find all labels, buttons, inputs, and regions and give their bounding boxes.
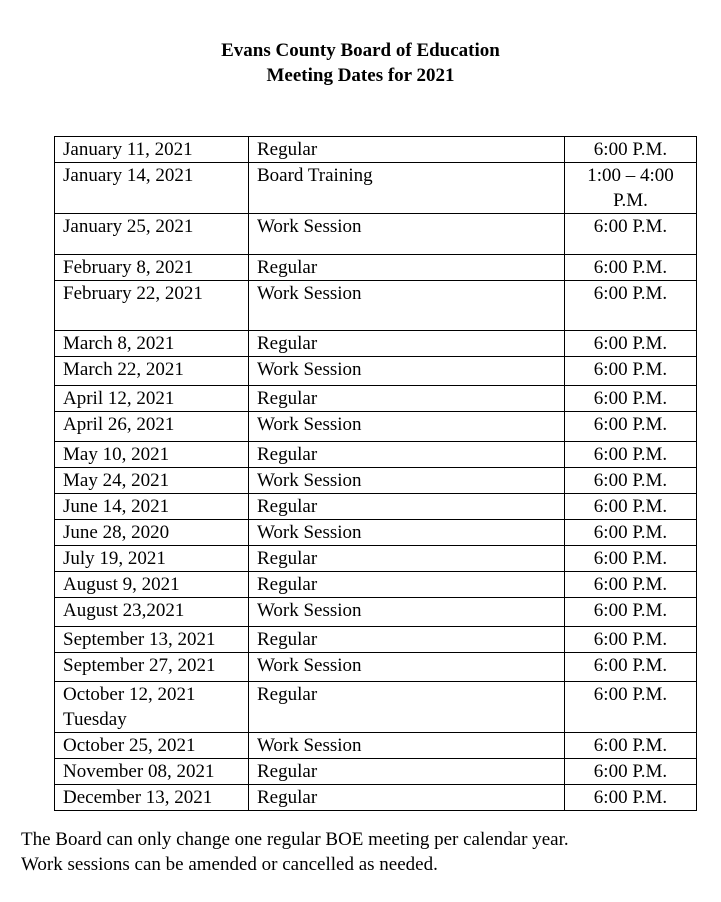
meeting-time: 6:00 P.M. — [565, 214, 697, 255]
table-row — [55, 163, 697, 214]
meeting-type: Regular — [249, 386, 565, 412]
meeting-date: March 8, 2021 — [55, 331, 249, 357]
meeting-date: July 19, 2021 — [55, 546, 249, 572]
meeting-time: 6:00 P.M. — [565, 627, 697, 653]
table-row — [55, 494, 697, 520]
table-row — [55, 627, 697, 653]
meeting-date: February 22, 2021 — [55, 281, 249, 331]
meeting-date: April 26, 2021 — [55, 412, 249, 442]
meeting-date: May 10, 2021 — [55, 442, 249, 468]
meeting-time: 6:00 P.M. — [565, 520, 697, 546]
meeting-date: December 13, 2021 — [55, 785, 249, 811]
meeting-date: August 23,2021 — [55, 598, 249, 627]
table-row — [55, 255, 697, 281]
table-row — [55, 137, 697, 163]
meeting-date-cell — [55, 682, 249, 733]
meeting-type: Regular — [249, 546, 565, 572]
meeting-time: 6:00 P.M. — [565, 785, 697, 811]
meeting-type: Work Session — [249, 598, 565, 627]
meeting-day-note: Tuesday — [63, 709, 127, 730]
meeting-date: May 24, 2021 — [55, 468, 249, 494]
table-row — [55, 281, 697, 331]
meeting-date: January 25, 2021 — [55, 214, 249, 255]
table-row — [55, 759, 697, 785]
table-row — [55, 682, 697, 733]
table-row — [55, 546, 697, 572]
meeting-time: 6:00 P.M. — [565, 494, 697, 520]
meeting-type: Regular — [249, 255, 565, 281]
table-row — [55, 653, 697, 682]
meeting-time: 6:00 P.M. — [565, 442, 697, 468]
meeting-time: 6:00 P.M. — [565, 468, 697, 494]
meeting-type: Regular — [249, 572, 565, 598]
meeting-date: February 8, 2021 — [55, 255, 249, 281]
meeting-type: Work Session — [249, 468, 565, 494]
meeting-type: Regular — [249, 785, 565, 811]
meeting-time: 6:00 P.M. — [565, 412, 697, 442]
meeting-date: June 28, 2020 — [55, 520, 249, 546]
meeting-time: 6:00 P.M. — [565, 572, 697, 598]
org-title: Evans County Board of Education — [221, 40, 500, 61]
meeting-type: Work Session — [249, 281, 565, 331]
meeting-date: October 25, 2021 — [55, 733, 249, 759]
table-row — [55, 468, 697, 494]
meeting-type: Work Session — [249, 520, 565, 546]
meeting-time: 6:00 P.M. — [565, 357, 697, 386]
meeting-date: October 12, 2021 — [63, 684, 196, 705]
policy-note-line: The Board can only change one regular BOE meeting per calendar year. — [21, 829, 569, 850]
table-row — [55, 442, 697, 468]
meeting-time: 6:00 P.M. — [565, 546, 697, 572]
meeting-type: Regular — [249, 331, 565, 357]
meeting-time: 6:00 P.M. — [565, 386, 697, 412]
table-row — [55, 386, 697, 412]
meeting-time: 6:00 P.M. — [565, 653, 697, 682]
document-header — [0, 38, 721, 88]
table-row — [55, 357, 697, 386]
meeting-time: 6:00 P.M. — [565, 598, 697, 627]
meeting-date: August 9, 2021 — [55, 572, 249, 598]
table-row — [55, 572, 697, 598]
meeting-time: 6:00 P.M. — [565, 255, 697, 281]
meeting-type: Work Session — [249, 412, 565, 442]
meeting-date: March 22, 2021 — [55, 357, 249, 386]
meeting-time: 6:00 P.M. — [565, 733, 697, 759]
meeting-time: 6:00 P.M. — [565, 137, 697, 163]
meeting-date: November 08, 2021 — [55, 759, 249, 785]
meeting-time: 6:00 P.M. — [565, 759, 697, 785]
table-row — [55, 598, 697, 627]
table-row — [55, 520, 697, 546]
meeting-type: Work Session — [249, 733, 565, 759]
meeting-type: Regular — [249, 137, 565, 163]
meeting-date: June 14, 2021 — [55, 494, 249, 520]
meeting-type: Regular — [249, 682, 565, 733]
meeting-date: September 27, 2021 — [55, 653, 249, 682]
policy-note-line: Work sessions can be amended or cancelled as needed. — [21, 854, 438, 875]
table-row — [55, 733, 697, 759]
table-row — [55, 331, 697, 357]
meeting-date: April 12, 2021 — [55, 386, 249, 412]
meeting-date: September 13, 2021 — [55, 627, 249, 653]
meeting-date: January 11, 2021 — [55, 137, 249, 163]
table-row — [55, 785, 697, 811]
meeting-type: Work Session — [249, 653, 565, 682]
meeting-schedule-table — [54, 136, 697, 811]
meeting-type: Regular — [249, 494, 565, 520]
meeting-time: 1:00 – 4:00 P.M. — [565, 163, 697, 214]
table-row — [55, 214, 697, 255]
meeting-type: Regular — [249, 627, 565, 653]
meeting-type: Regular — [249, 442, 565, 468]
meeting-time: 6:00 P.M. — [565, 682, 697, 733]
table-row — [55, 412, 697, 442]
meeting-time: 6:00 P.M. — [565, 331, 697, 357]
meeting-type: Board Training — [249, 163, 565, 214]
meeting-time: 6:00 P.M. — [565, 281, 697, 331]
meeting-type: Regular — [249, 759, 565, 785]
policy-note — [21, 827, 569, 877]
page-subtitle: Meeting Dates for 2021 — [266, 65, 455, 86]
meeting-type: Work Session — [249, 214, 565, 255]
meeting-type: Work Session — [249, 357, 565, 386]
meeting-date: January 14, 2021 — [55, 163, 249, 214]
